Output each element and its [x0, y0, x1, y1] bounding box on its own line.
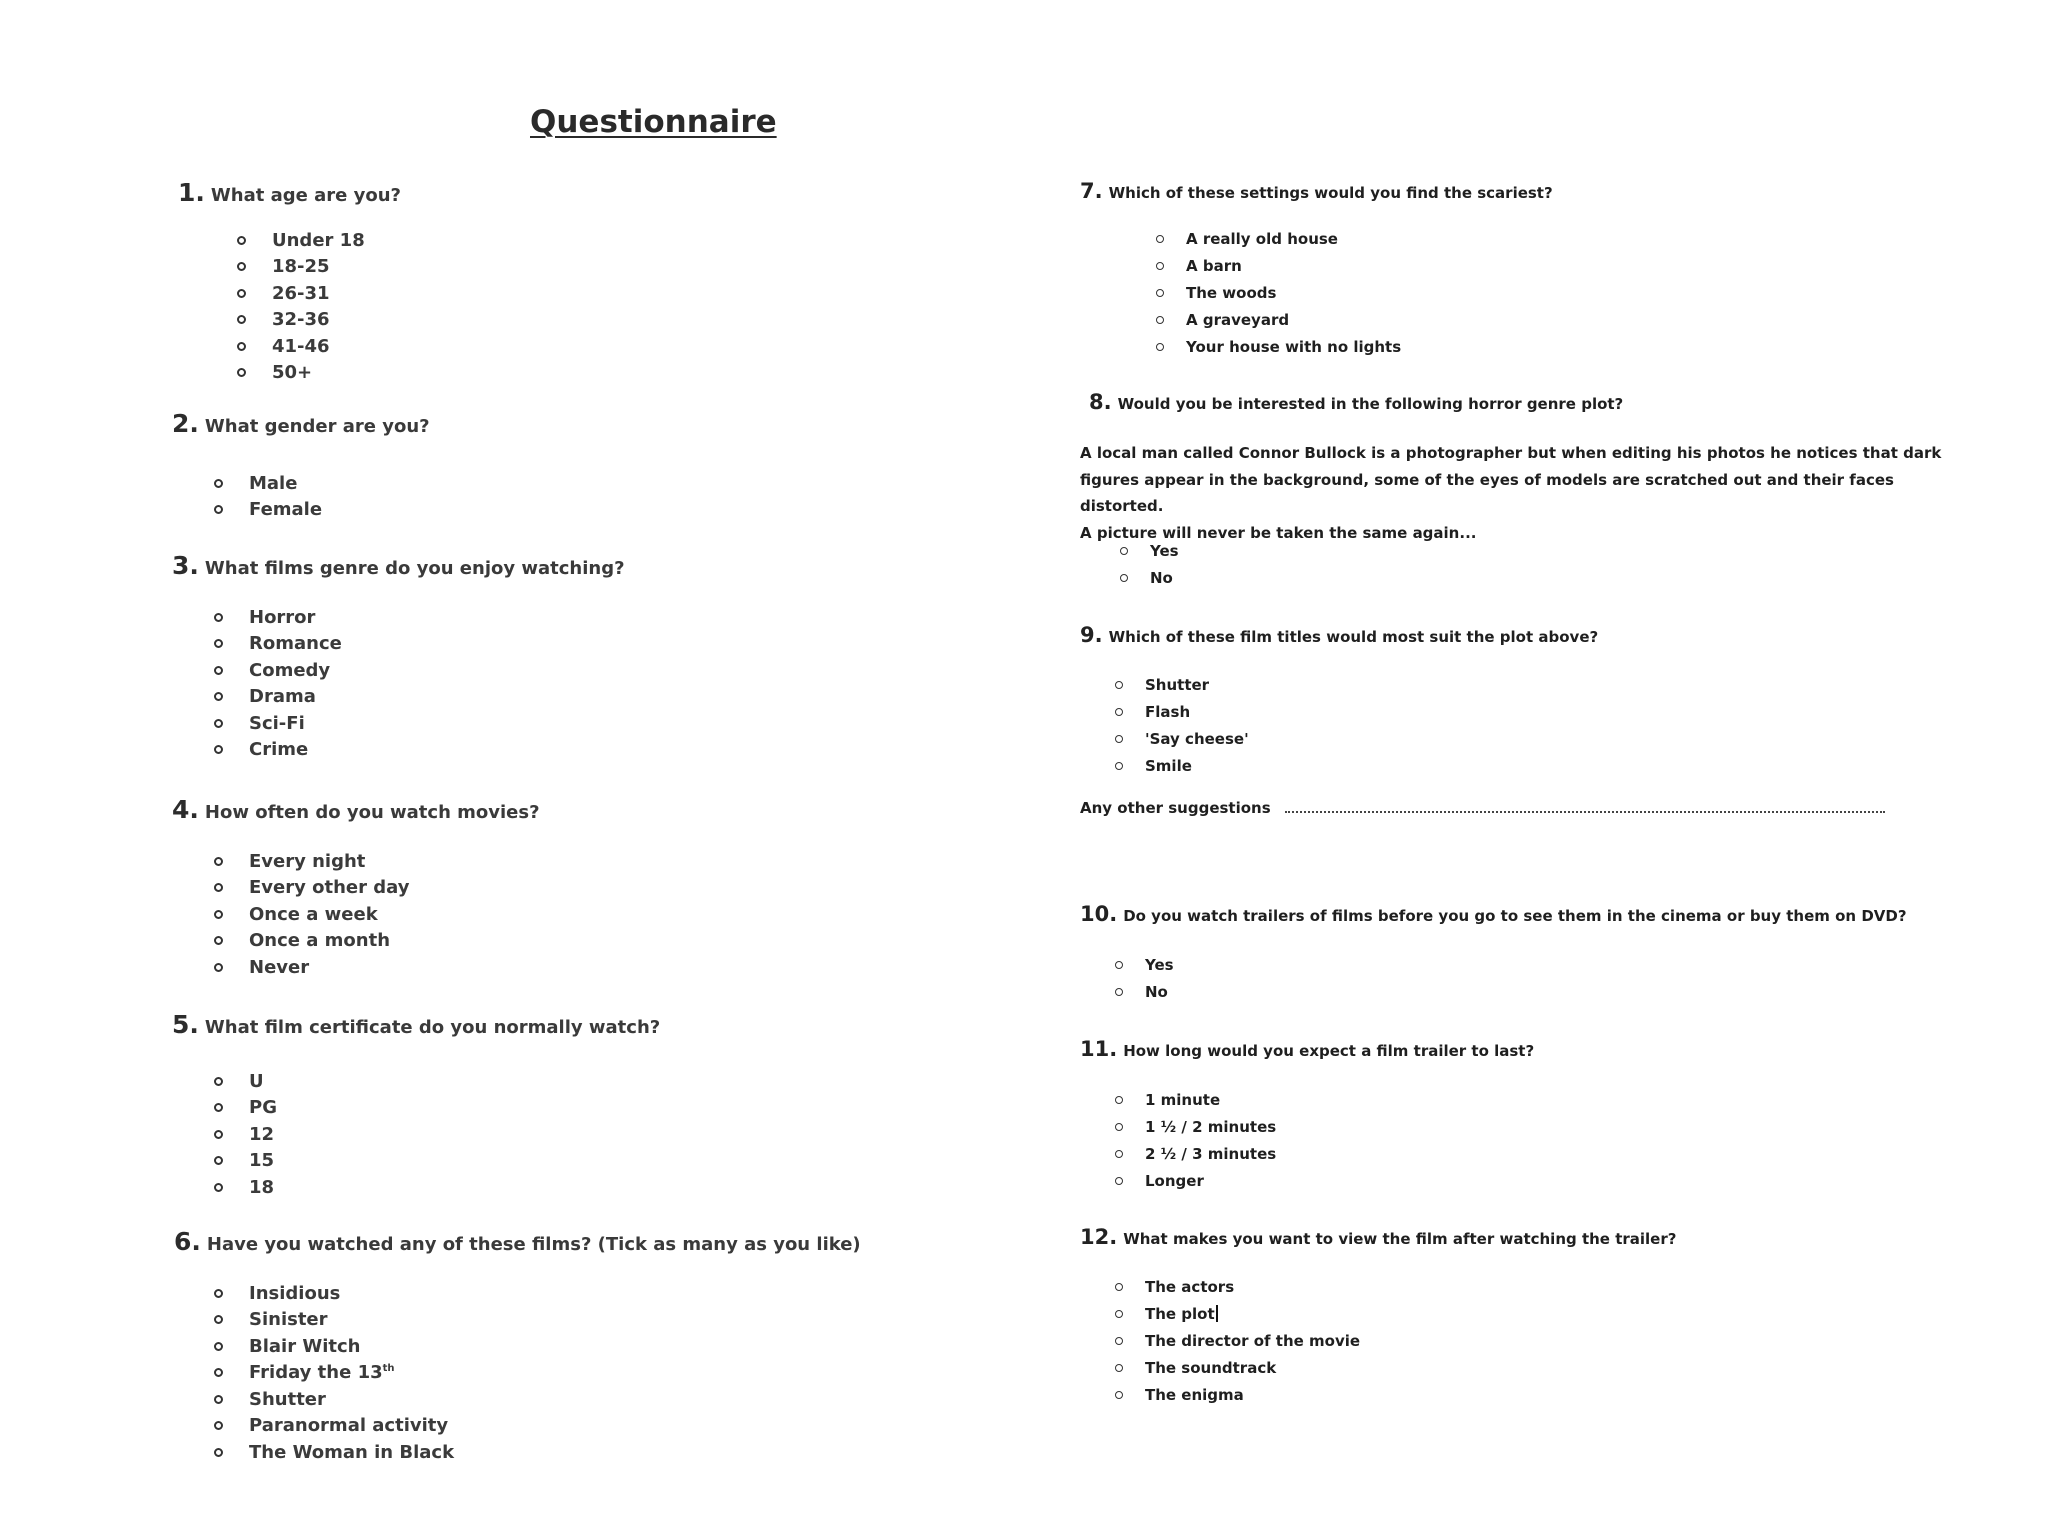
option-item[interactable]	[237, 227, 365, 254]
option-item[interactable]	[214, 737, 342, 764]
question-number: 6.	[174, 1227, 201, 1256]
option-item[interactable]	[214, 657, 342, 684]
radio-circle-icon[interactable]	[237, 368, 246, 377]
question-7-header	[1080, 179, 1553, 203]
question-text: How often do you watch movies?	[204, 802, 540, 823]
question-7	[1080, 179, 1553, 203]
option-label: U	[249, 1070, 264, 1092]
radio-circle-icon[interactable]	[214, 639, 223, 648]
option-item[interactable]	[1115, 1273, 1360, 1300]
checkbox-circle-icon[interactable]	[214, 1368, 223, 1377]
checkbox-circle-icon[interactable]	[214, 1395, 223, 1404]
radio-circle-icon[interactable]	[1156, 316, 1164, 324]
question-text: What films genre do you enjoy watching?	[204, 558, 625, 579]
radio-circle-icon[interactable]	[1115, 1337, 1123, 1345]
radio-circle-icon[interactable]	[214, 745, 223, 754]
option-label: The Woman in Black	[249, 1441, 455, 1463]
radio-circle-icon[interactable]	[214, 910, 223, 919]
option-label: Every night	[249, 850, 366, 872]
option-label: 26-31	[272, 282, 330, 304]
option-label: No	[1145, 982, 1168, 1001]
question-text: Would you be interested in the following horror genre plot?	[1117, 395, 1624, 413]
option-item[interactable]	[1120, 564, 1179, 591]
option-item[interactable]	[214, 1360, 454, 1387]
option-item[interactable]	[1115, 978, 1174, 1005]
radio-circle-icon[interactable]	[214, 883, 223, 892]
question-text: Do you watch trailers of films before you go to see them in the cinema or buy them on DVD?	[1123, 907, 1907, 925]
option-item[interactable]	[214, 848, 409, 875]
question-12-header	[1080, 1225, 1676, 1249]
option-item[interactable]	[214, 1439, 454, 1466]
option-label: 32-36	[272, 309, 330, 331]
radio-circle-icon[interactable]	[1115, 735, 1123, 743]
plot-line: figures appear in the background, some of the eyes of models are scratched out and their faces distorted.	[1080, 470, 1894, 515]
question-1-options	[237, 227, 365, 386]
option-item[interactable]	[1115, 725, 1249, 752]
question-6-header	[174, 1227, 861, 1256]
option-item[interactable]	[214, 1095, 277, 1122]
checkbox-circle-icon[interactable]	[214, 1448, 223, 1457]
option-item[interactable]	[214, 1174, 277, 1201]
question-2-header	[172, 409, 430, 438]
option-item[interactable]	[214, 901, 409, 928]
option-label-text: Friday the 13	[249, 1362, 383, 1384]
page-title: Questionnaire	[530, 104, 777, 140]
option-item[interactable]	[214, 497, 322, 524]
radio-circle-icon[interactable]	[214, 692, 223, 701]
radio-circle-icon[interactable]	[1115, 1391, 1123, 1399]
option-item[interactable]	[1115, 1381, 1360, 1408]
suggestions-label: Any other suggestions	[1080, 799, 1271, 817]
question-2-options	[214, 470, 322, 523]
question-9-header	[1080, 623, 1598, 647]
radio-circle-icon[interactable]	[214, 505, 223, 514]
option-item[interactable]	[1115, 1113, 1276, 1140]
option-item[interactable]	[214, 604, 342, 631]
option-item[interactable]	[214, 1307, 454, 1334]
option-label	[249, 1362, 395, 1383]
option-label: 2 ½ / 3 minutes	[1145, 1144, 1277, 1163]
radio-circle-icon[interactable]	[1156, 343, 1164, 351]
option-label: 18-25	[272, 256, 330, 278]
option-item[interactable]	[1115, 752, 1249, 779]
question-9	[1080, 623, 1598, 647]
option-item[interactable]	[1115, 1086, 1276, 1113]
radio-circle-icon[interactable]	[1115, 681, 1123, 689]
option-label: Horror	[249, 606, 316, 628]
option-label: A really old house	[1186, 229, 1338, 248]
option-label: Male	[249, 472, 298, 494]
text-cursor	[1216, 1305, 1218, 1322]
option-item[interactable]	[1156, 306, 1401, 333]
question-number: 9.	[1080, 623, 1103, 647]
option-label: Flash	[1145, 702, 1191, 721]
radio-circle-icon[interactable]	[1120, 574, 1128, 582]
option-label: Comedy	[249, 659, 331, 681]
question-1-header	[178, 178, 401, 207]
option-label: The plot	[1145, 1304, 1215, 1323]
option-item[interactable]	[1156, 225, 1401, 252]
radio-circle-icon[interactable]	[1115, 1364, 1123, 1372]
option-item[interactable]	[214, 470, 322, 497]
question-text: Which of these film titles would most suit the plot above?	[1108, 628, 1599, 646]
option-item[interactable]	[1115, 951, 1174, 978]
question-text: How long would you expect a film trailer to last?	[1123, 1042, 1535, 1060]
option-label: Shutter	[1145, 675, 1210, 694]
option-label: Your house with no lights	[1186, 337, 1402, 356]
question-8	[1089, 390, 1623, 414]
radio-circle-icon[interactable]	[1115, 988, 1123, 996]
radio-circle-icon[interactable]	[214, 666, 223, 675]
option-label: Smile	[1145, 756, 1192, 775]
radio-circle-icon[interactable]	[214, 1103, 223, 1112]
question-number: 7.	[1080, 179, 1103, 203]
question-number: 1.	[178, 178, 205, 207]
radio-circle-icon[interactable]	[1115, 1123, 1123, 1131]
radio-circle-icon[interactable]	[237, 289, 246, 298]
option-label: Romance	[249, 633, 342, 655]
question-4-header	[172, 795, 540, 824]
question-number: 8.	[1089, 390, 1112, 414]
radio-circle-icon[interactable]	[214, 1077, 223, 1086]
question-11	[1080, 1037, 1534, 1061]
question-5-options	[214, 1068, 277, 1201]
option-item[interactable]	[214, 875, 409, 902]
option-item[interactable]	[1120, 537, 1179, 564]
option-item[interactable]	[214, 684, 342, 711]
option-item[interactable]	[1115, 1167, 1276, 1194]
question-8-options	[1120, 537, 1179, 591]
radio-circle-icon[interactable]	[1156, 235, 1164, 243]
question-text: What age are you?	[210, 185, 401, 206]
option-item[interactable]	[214, 1333, 454, 1360]
option-item[interactable]	[214, 1148, 277, 1175]
option-label: Female	[249, 499, 323, 521]
question-9-options	[1115, 671, 1249, 779]
question-4	[172, 795, 540, 824]
option-item[interactable]	[214, 1386, 454, 1413]
question-6-options	[214, 1280, 454, 1466]
option-label: Crime	[249, 739, 309, 761]
question-3	[172, 551, 625, 580]
option-label: 12	[249, 1123, 275, 1145]
question-number: 3.	[172, 551, 199, 580]
option-label: 1 minute	[1145, 1090, 1221, 1109]
radio-circle-icon[interactable]	[1115, 1283, 1123, 1291]
radio-circle-icon[interactable]	[214, 1183, 223, 1192]
option-item[interactable]	[1115, 1300, 1360, 1327]
option-label: Sci-Fi	[249, 712, 305, 734]
question-11-header	[1080, 1037, 1534, 1061]
question-text: What gender are you?	[204, 416, 430, 437]
option-label: Paranormal activity	[249, 1415, 449, 1437]
option-item[interactable]	[214, 928, 409, 955]
option-label: Never	[249, 956, 310, 978]
question-5-header	[172, 1010, 660, 1039]
radio-circle-icon[interactable]	[1115, 1310, 1123, 1318]
question-10	[1080, 902, 1907, 926]
ordinal-suffix: th	[382, 1363, 395, 1375]
question-12-options	[1115, 1273, 1360, 1408]
option-label: Blair Witch	[249, 1335, 361, 1357]
question-12	[1080, 1225, 1676, 1249]
option-item[interactable]	[1115, 1140, 1276, 1167]
option-label: Once a week	[249, 903, 378, 925]
option-label: 'Say cheese'	[1145, 729, 1249, 748]
option-label: 1 ½ / 2 minutes	[1145, 1117, 1277, 1136]
option-label: Yes	[1145, 955, 1174, 974]
option-label: 50+	[272, 362, 313, 384]
option-label: Yes	[1150, 541, 1179, 560]
option-label: The actors	[1145, 1277, 1235, 1296]
question-text: What makes you want to view the film after watching the trailer?	[1123, 1230, 1677, 1248]
plot-description	[1080, 440, 1950, 546]
option-label: 15	[249, 1150, 275, 1172]
radio-circle-icon[interactable]	[237, 262, 246, 271]
checkbox-circle-icon[interactable]	[214, 1315, 223, 1324]
option-label: Every other day	[249, 877, 410, 899]
radio-circle-icon[interactable]	[214, 479, 223, 488]
option-label: Drama	[249, 686, 316, 708]
option-label: The soundtrack	[1145, 1358, 1277, 1377]
option-label: 18	[249, 1176, 275, 1198]
question-text: Which of these settings would you find the scariest?	[1108, 184, 1553, 202]
question-1	[178, 178, 401, 207]
radio-circle-icon[interactable]	[1156, 262, 1164, 270]
option-item[interactable]	[237, 280, 365, 307]
option-label: No	[1150, 568, 1173, 587]
checkbox-circle-icon[interactable]	[214, 1289, 223, 1298]
option-label: The enigma	[1145, 1385, 1244, 1404]
option-label: 41-46	[272, 335, 330, 357]
option-label: Shutter	[249, 1388, 326, 1410]
option-item[interactable]	[237, 333, 365, 360]
radio-circle-icon[interactable]	[237, 342, 246, 351]
question-4-options	[214, 848, 409, 981]
radio-circle-icon[interactable]	[1120, 547, 1128, 555]
radio-circle-icon[interactable]	[214, 1156, 223, 1165]
question-10-header	[1080, 902, 1907, 926]
option-label: Sinister	[249, 1309, 328, 1331]
checkbox-circle-icon[interactable]	[214, 1342, 223, 1351]
radio-circle-icon[interactable]	[214, 857, 223, 866]
question-8-header	[1089, 390, 1623, 414]
radio-circle-icon[interactable]	[214, 613, 223, 622]
option-item[interactable]	[214, 1280, 454, 1307]
question-3-header	[172, 551, 625, 580]
question-number: 11.	[1080, 1037, 1118, 1061]
option-label: PG	[249, 1097, 277, 1119]
question-number: 5.	[172, 1010, 199, 1039]
radio-circle-icon[interactable]	[1115, 762, 1123, 770]
radio-circle-icon[interactable]	[214, 1130, 223, 1139]
radio-circle-icon[interactable]	[1115, 1096, 1123, 1104]
option-label: The director of the movie	[1145, 1331, 1361, 1350]
option-item[interactable]	[237, 254, 365, 281]
question-number: 10.	[1080, 902, 1118, 926]
option-label: A barn	[1186, 256, 1242, 275]
option-label: Insidious	[249, 1282, 341, 1304]
question-6	[174, 1227, 861, 1256]
option-item[interactable]	[237, 360, 365, 387]
question-text: What film certificate do you normally watch?	[204, 1017, 661, 1038]
option-item[interactable]	[1115, 1354, 1360, 1381]
checkbox-circle-icon[interactable]	[214, 1421, 223, 1430]
question-number: 2.	[172, 409, 199, 438]
other-suggestions-row	[1080, 799, 1885, 817]
question-5	[172, 1010, 660, 1039]
option-label: Once a month	[249, 930, 391, 952]
option-item[interactable]	[1115, 671, 1249, 698]
radio-circle-icon[interactable]	[1115, 1150, 1123, 1158]
option-item[interactable]	[1156, 333, 1401, 360]
plot-line: A local man called Connor Bullock is a photographer but when editing his photos he notices that dark	[1080, 444, 1942, 462]
question-10-options	[1115, 951, 1174, 1005]
question-2	[172, 409, 430, 438]
radio-circle-icon[interactable]	[1156, 289, 1164, 297]
plot-line: A picture will never be taken the same again...	[1080, 523, 1477, 542]
option-item[interactable]	[214, 631, 342, 658]
radio-circle-icon[interactable]	[214, 719, 223, 728]
question-number: 12.	[1080, 1225, 1118, 1249]
question-11-options	[1115, 1086, 1276, 1194]
question-7-options	[1156, 225, 1401, 360]
question-number: 4.	[172, 795, 199, 824]
option-item[interactable]	[214, 1068, 277, 1095]
option-item[interactable]	[1115, 1327, 1360, 1354]
option-item[interactable]	[1156, 252, 1401, 279]
question-text: Have you watched any of these films? (Tick as many as you like)	[206, 1234, 861, 1255]
option-label: Under 18	[272, 229, 365, 251]
suggestions-input-line[interactable]	[1285, 799, 1885, 813]
radio-circle-icon[interactable]	[1115, 708, 1123, 716]
option-item[interactable]	[214, 1413, 454, 1440]
radio-circle-icon[interactable]	[1115, 1177, 1123, 1185]
option-item[interactable]	[214, 954, 409, 981]
option-label: A graveyard	[1186, 310, 1290, 329]
option-item[interactable]	[1156, 279, 1401, 306]
option-label: The woods	[1186, 283, 1277, 302]
option-item[interactable]	[1115, 698, 1249, 725]
radio-circle-icon[interactable]	[214, 936, 223, 945]
radio-circle-icon[interactable]	[237, 236, 246, 245]
question-3-options	[214, 604, 342, 763]
option-label: Longer	[1145, 1171, 1204, 1190]
option-item[interactable]	[237, 307, 365, 334]
option-item[interactable]	[214, 1121, 277, 1148]
radio-circle-icon[interactable]	[237, 315, 246, 324]
radio-circle-icon[interactable]	[214, 963, 223, 972]
option-item[interactable]	[214, 710, 342, 737]
radio-circle-icon[interactable]	[1115, 961, 1123, 969]
